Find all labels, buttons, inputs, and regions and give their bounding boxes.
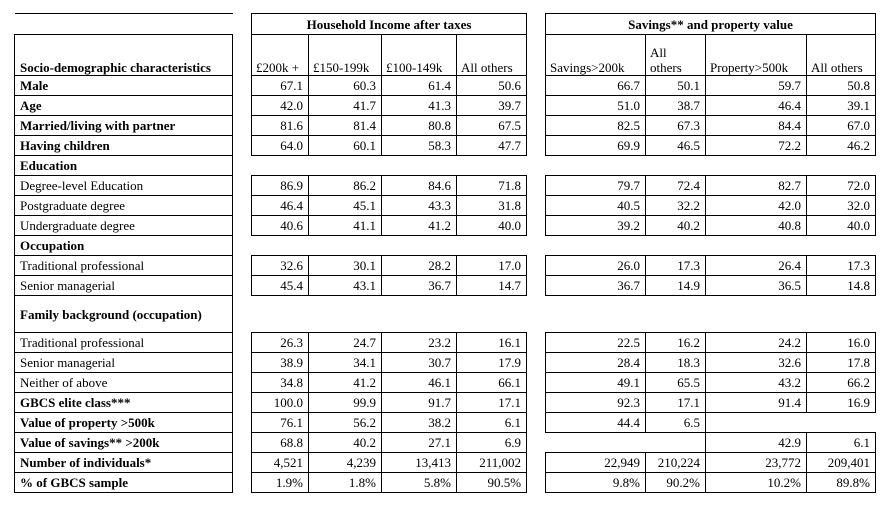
income-value-cell: 46.4: [252, 196, 309, 216]
income-value-cell: 39.7: [457, 96, 527, 116]
income-value-cell: 81.6: [252, 116, 309, 136]
income-value-cell: [309, 296, 382, 333]
table-row: [15, 96, 233, 116]
row-label: Number of individuals*: [15, 453, 233, 473]
section-heading: Family background (occupation): [15, 296, 233, 333]
table-row: [252, 116, 527, 136]
table-row: [546, 236, 876, 256]
savings-value-cell: [706, 296, 807, 333]
table-row: [546, 216, 876, 236]
savings-value-cell: [546, 236, 646, 256]
table-row: [252, 296, 527, 333]
table-row: [546, 373, 876, 393]
table-row: [546, 76, 876, 96]
savings-value-cell: 17.3: [807, 256, 876, 276]
income-value-cell: 67.5: [457, 116, 527, 136]
table-row: [15, 413, 233, 433]
income-value-cell: 17.1: [457, 393, 527, 413]
income-value-cell: 6.1: [457, 413, 527, 433]
income-value-cell: 40.2: [309, 433, 382, 453]
section-heading: Occupation: [15, 236, 233, 256]
income-value-cell: 13,413: [382, 453, 457, 473]
income-value-cell: 23.2: [382, 333, 457, 353]
savings-value-cell: 82.7: [706, 176, 807, 196]
savings-column-header-row: [546, 35, 876, 76]
savings-value-cell: [706, 156, 807, 176]
row-label: Age: [15, 96, 233, 116]
savings-value-cell: [706, 236, 807, 256]
table-row: [252, 196, 527, 216]
table-row: [252, 433, 527, 453]
income-value-cell: 4,521: [252, 453, 309, 473]
table-row: [252, 76, 527, 96]
savings-value-cell: 67.3: [646, 116, 706, 136]
income-column-header: £150-199k: [309, 35, 382, 76]
income-value-cell: 81.4: [309, 116, 382, 136]
savings-value-cell: 46.4: [706, 96, 807, 116]
savings-column-header: Savings>200k: [546, 35, 646, 76]
savings-value-cell: [807, 296, 876, 333]
savings-value-cell: 14.8: [807, 276, 876, 296]
table-row: [15, 473, 233, 493]
table-row: [546, 96, 876, 116]
income-value-cell: 76.1: [252, 413, 309, 433]
income-value-cell: 211,002: [457, 453, 527, 473]
table-row: [15, 76, 233, 96]
income-value-cell: 1.9%: [252, 473, 309, 493]
income-value-cell: 34.8: [252, 373, 309, 393]
savings-value-cell: [646, 156, 706, 176]
table-row: [252, 256, 527, 276]
row-label: Senior managerial: [15, 353, 233, 373]
income-value-cell: 56.2: [309, 413, 382, 433]
savings-value-cell: [646, 296, 706, 333]
table-row: [252, 176, 527, 196]
table-row: [252, 393, 527, 413]
savings-value-cell: 51.0: [546, 96, 646, 116]
savings-value-cell: 66.2: [807, 373, 876, 393]
income-value-cell: 64.0: [252, 136, 309, 156]
table-row: [546, 453, 876, 473]
income-value-cell: 27.1: [382, 433, 457, 453]
income-value-cell: [457, 296, 527, 333]
income-value-cell: 100.0: [252, 393, 309, 413]
row-label: Married/living with partner: [15, 116, 233, 136]
income-value-cell: 43.1: [309, 276, 382, 296]
income-column-header-row: [252, 35, 527, 76]
label-column-header: Socio-demographic characteristics: [15, 35, 233, 76]
income-value-cell: 34.1: [309, 353, 382, 373]
income-value-cell: 4,239: [309, 453, 382, 473]
income-value-cell: 60.1: [309, 136, 382, 156]
savings-value-cell: 43.2: [706, 373, 807, 393]
income-value-cell: 61.4: [382, 76, 457, 96]
section-heading: Education: [15, 156, 233, 176]
income-value-cell: 40.0: [457, 216, 527, 236]
savings-value-cell: 82.5: [546, 116, 646, 136]
table-row: [546, 196, 876, 216]
savings-value-cell: 84.4: [706, 116, 807, 136]
income-value-cell: 84.6: [382, 176, 457, 196]
savings-value-cell: 18.3: [646, 353, 706, 373]
savings-value-cell: 17.8: [807, 353, 876, 373]
income-value-cell: 45.1: [309, 196, 382, 216]
savings-value-cell: 42.0: [706, 196, 807, 216]
income-value-cell: 41.2: [382, 216, 457, 236]
savings-value-cell: [807, 413, 876, 433]
savings-value-cell: 26.0: [546, 256, 646, 276]
savings-value-cell: 36.7: [546, 276, 646, 296]
savings-value-cell: 79.7: [546, 176, 646, 196]
income-value-cell: 68.8: [252, 433, 309, 453]
savings-value-cell: 9.8%: [546, 473, 646, 493]
row-label: Male: [15, 76, 233, 96]
savings-value-cell: 46.2: [807, 136, 876, 156]
savings-value-cell: 65.5: [646, 373, 706, 393]
table-row: [546, 413, 876, 433]
table-row: [252, 136, 527, 156]
row-label: Value of savings** >200k: [15, 433, 233, 453]
savings-value-cell: 91.4: [706, 393, 807, 413]
table-row: [252, 96, 527, 116]
income-group-title: Household Income after taxes: [252, 14, 527, 35]
income-value-cell: 86.2: [309, 176, 382, 196]
savings-value-cell: [646, 236, 706, 256]
table-row: [546, 333, 876, 353]
table-row: [252, 236, 527, 256]
savings-value-cell: [706, 413, 807, 433]
savings-value-cell: 40.2: [646, 216, 706, 236]
label-header-row: [15, 35, 233, 76]
income-value-cell: 41.3: [382, 96, 457, 116]
income-value-cell: 28.2: [382, 256, 457, 276]
income-value-cell: 36.7: [382, 276, 457, 296]
income-value-cell: 14.7: [457, 276, 527, 296]
row-label: Traditional professional: [15, 256, 233, 276]
savings-value-cell: 32.2: [646, 196, 706, 216]
savings-value-cell: 38.7: [646, 96, 706, 116]
table-row: [15, 196, 233, 216]
row-label: Neither of above: [15, 373, 233, 393]
income-value-cell: 30.7: [382, 353, 457, 373]
savings-value-cell: 32.0: [807, 196, 876, 216]
savings-column-header: All others: [807, 35, 876, 76]
savings-value-cell: 32.6: [706, 353, 807, 373]
income-value-cell: 24.7: [309, 333, 382, 353]
income-value-cell: [252, 156, 309, 176]
table-row: [546, 136, 876, 156]
savings-value-cell: 89.8%: [807, 473, 876, 493]
table-row: [546, 433, 876, 453]
savings-value-cell: 16.9: [807, 393, 876, 413]
income-value-cell: 45.4: [252, 276, 309, 296]
table-row: [546, 116, 876, 136]
savings-value-cell: 210,224: [646, 453, 706, 473]
row-label: Senior managerial: [15, 276, 233, 296]
header-spacer: [15, 14, 233, 35]
savings-value-cell: 39.2: [546, 216, 646, 236]
income-value-cell: 31.8: [457, 196, 527, 216]
table-row: [546, 156, 876, 176]
income-column-header: £200k +: [252, 35, 309, 76]
savings-value-cell: [646, 433, 706, 453]
table-row: [546, 176, 876, 196]
savings-value-cell: 59.7: [706, 76, 807, 96]
table-row: [15, 333, 233, 353]
savings-value-cell: 22.5: [546, 333, 646, 353]
savings-value-cell: 40.0: [807, 216, 876, 236]
income-value-cell: [382, 236, 457, 256]
savings-value-cell: 66.7: [546, 76, 646, 96]
income-value-cell: [252, 296, 309, 333]
savings-value-cell: 6.5: [646, 413, 706, 433]
income-value-cell: 17.0: [457, 256, 527, 276]
savings-value-cell: 72.4: [646, 176, 706, 196]
savings-value-cell: 49.1: [546, 373, 646, 393]
row-label: % of GBCS sample: [15, 473, 233, 493]
table-row: [15, 393, 233, 413]
table-row: [252, 333, 527, 353]
income-value-cell: 91.7: [382, 393, 457, 413]
savings-value-cell: 17.1: [646, 393, 706, 413]
savings-value-cell: 50.1: [646, 76, 706, 96]
income-value-cell: 41.1: [309, 216, 382, 236]
income-value-cell: 66.1: [457, 373, 527, 393]
income-value-cell: 71.8: [457, 176, 527, 196]
table-row: [15, 296, 233, 333]
income-value-cell: 67.1: [252, 76, 309, 96]
income-value-cell: 30.1: [309, 256, 382, 276]
income-value-cell: 80.8: [382, 116, 457, 136]
income-value-cell: 38.9: [252, 353, 309, 373]
savings-value-cell: 24.2: [706, 333, 807, 353]
income-value-cell: 1.8%: [309, 473, 382, 493]
income-value-cell: 42.0: [252, 96, 309, 116]
table-row: [15, 136, 233, 156]
table-row: [15, 216, 233, 236]
table-row: [252, 413, 527, 433]
income-value-cell: 26.3: [252, 333, 309, 353]
table-row: [252, 216, 527, 236]
table-row: [546, 256, 876, 276]
income-value-cell: [309, 156, 382, 176]
income-value-cell: 58.3: [382, 136, 457, 156]
table-row: [252, 373, 527, 393]
table-row: [15, 453, 233, 473]
income-value-cell: [309, 236, 382, 256]
savings-value-cell: [546, 296, 646, 333]
savings-value-cell: 44.4: [546, 413, 646, 433]
savings-value-cell: 36.5: [706, 276, 807, 296]
savings-value-cell: 69.9: [546, 136, 646, 156]
savings-value-cell: 23,772: [706, 453, 807, 473]
savings-value-cell: 46.5: [646, 136, 706, 156]
income-value-cell: 41.2: [309, 373, 382, 393]
header-spacer-row: [15, 14, 233, 35]
table-row: [15, 236, 233, 256]
income-value-cell: [382, 156, 457, 176]
income-value-cell: 47.7: [457, 136, 527, 156]
savings-value-cell: 16.0: [807, 333, 876, 353]
savings-value-cell: [807, 156, 876, 176]
savings-value-cell: 6.1: [807, 433, 876, 453]
income-value-cell: 50.6: [457, 76, 527, 96]
savings-value-cell: 40.5: [546, 196, 646, 216]
row-label: GBCS elite class***: [15, 393, 233, 413]
income-value-cell: 43.3: [382, 196, 457, 216]
income-value-cell: [457, 236, 527, 256]
table-row: [15, 256, 233, 276]
income-value-cell: 6.9: [457, 433, 527, 453]
savings-value-cell: 90.2%: [646, 473, 706, 493]
table-row: [252, 156, 527, 176]
table-row: [252, 473, 527, 493]
savings-column-header: All others: [646, 35, 706, 76]
savings-value-cell: 28.4: [546, 353, 646, 373]
row-label: Traditional professional: [15, 333, 233, 353]
savings-value-cell: 40.8: [706, 216, 807, 236]
table-row: [546, 393, 876, 413]
table-row: [15, 433, 233, 453]
savings-value-cell: 14.9: [646, 276, 706, 296]
income-value-cell: [382, 296, 457, 333]
table-row: [15, 373, 233, 393]
savings-value-cell: 42.9: [706, 433, 807, 453]
table-row: [15, 353, 233, 373]
income-value-cell: 5.8%: [382, 473, 457, 493]
table-row: [546, 296, 876, 333]
savings-value-cell: [546, 433, 646, 453]
income-value-cell: 38.2: [382, 413, 457, 433]
savings-value-cell: 10.2%: [706, 473, 807, 493]
income-value-cell: 32.6: [252, 256, 309, 276]
table-row: [252, 453, 527, 473]
savings-value-cell: 22,949: [546, 453, 646, 473]
table-row: [546, 276, 876, 296]
savings-property-group: [545, 13, 876, 493]
savings-value-cell: 39.1: [807, 96, 876, 116]
income-value-cell: 17.9: [457, 353, 527, 373]
income-column-header: £100-149k: [382, 35, 457, 76]
table-row: [15, 116, 233, 136]
savings-value-cell: 26.4: [706, 256, 807, 276]
savings-value-cell: [546, 156, 646, 176]
income-value-cell: 40.6: [252, 216, 309, 236]
table-row: [546, 353, 876, 373]
income-value-cell: 60.3: [309, 76, 382, 96]
savings-value-cell: 17.3: [646, 256, 706, 276]
savings-value-cell: 92.3: [546, 393, 646, 413]
savings-column-header: Property>500k: [706, 35, 807, 76]
income-value-cell: [457, 156, 527, 176]
income-value-cell: 46.1: [382, 373, 457, 393]
savings-value-cell: 50.8: [807, 76, 876, 96]
income-value-cell: 41.7: [309, 96, 382, 116]
income-value-cell: 90.5%: [457, 473, 527, 493]
row-label: Degree-level Education: [15, 176, 233, 196]
table-row: [546, 473, 876, 493]
income-value-cell: 86.9: [252, 176, 309, 196]
table-row: [252, 353, 527, 373]
row-label: Undergraduate degree: [15, 216, 233, 236]
savings-value-cell: 209,401: [807, 453, 876, 473]
household-income-group: [251, 13, 527, 493]
table-row: [15, 176, 233, 196]
table-row: [15, 276, 233, 296]
income-value-cell: [252, 236, 309, 256]
savings-value-cell: 67.0: [807, 116, 876, 136]
income-column-header: All others: [457, 35, 527, 76]
income-value-cell: 99.9: [309, 393, 382, 413]
row-label: Value of property >500k: [15, 413, 233, 433]
row-label: Having children: [15, 136, 233, 156]
row-label: Postgraduate degree: [15, 196, 233, 216]
income-value-cell: 16.1: [457, 333, 527, 353]
savings-group-title: Savings** and property value: [546, 14, 876, 35]
savings-title-row: [546, 14, 876, 35]
savings-value-cell: [807, 236, 876, 256]
savings-value-cell: 72.0: [807, 176, 876, 196]
table-row: [252, 276, 527, 296]
savings-value-cell: 72.2: [706, 136, 807, 156]
savings-value-cell: 16.2: [646, 333, 706, 353]
row-label-column: [14, 13, 233, 493]
table-row: [15, 156, 233, 176]
income-title-row: [252, 14, 527, 35]
